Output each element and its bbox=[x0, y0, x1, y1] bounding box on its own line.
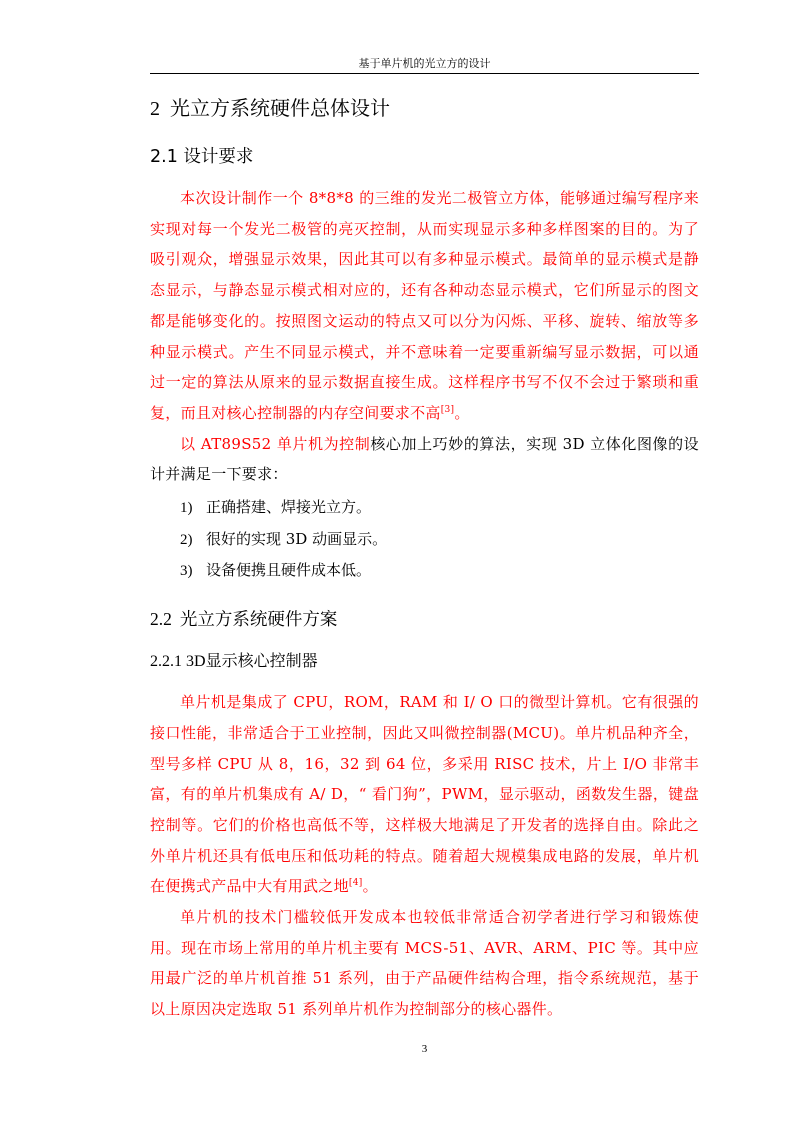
paragraph-red-part: 以 AT89S52 单片机为控制 bbox=[180, 434, 371, 453]
paragraph-requirements bbox=[150, 429, 699, 490]
section-title: 光立方系统硬件方案 bbox=[179, 610, 338, 631]
chapter-title: 光立方系统硬件总体设计 bbox=[170, 96, 390, 120]
section-number: 2.2 bbox=[150, 609, 172, 630]
paragraph-text: 本次设计制作一个 8*8*8 的三维的发光二极管立方体，能够通过编写程序来实现对每一个发光二极管的亮灭控制，从而实现显示多种多样图案的目的。为了吸引观众，增强显示效果，因此其可以有多种显示模式。最简单的显示模式是静态显示，与静态显示模式相对应的，还有各种动态显示模式，它们所显示的图文都是能够变化的。按照图文运动的特点又可以分为闪烁、平移、旋转、缩放等多种显示模式。产生不同显示模式，并不意味着一定要重新编写显示数据，可以通过一定的算法从原来的显示数据直接生成。这样程序书写不仅不会过于繁琐和重复，而且对核心控制器的内存空间要求不高 bbox=[150, 189, 699, 422]
running-header: 基于单片机的光立方的设计 bbox=[358, 57, 491, 70]
paragraph-end: 。 bbox=[454, 403, 470, 422]
section-heading-2-2 bbox=[150, 605, 699, 634]
list-item-number: 3) bbox=[180, 563, 193, 580]
list-item-text: 正确搭建、焊接光立方。 bbox=[206, 498, 372, 517]
list-item bbox=[150, 555, 699, 587]
citation-ref: [4] bbox=[348, 878, 363, 889]
chapter-number: 2 bbox=[150, 98, 160, 120]
section-heading-2-1: 2.1 设计要求 bbox=[150, 147, 254, 167]
chapter-heading bbox=[150, 92, 699, 125]
paragraph-design-intro bbox=[150, 183, 699, 429]
list-item bbox=[150, 524, 699, 556]
subsection-title: 显示核心控制器 bbox=[205, 651, 318, 671]
paragraph-black-part: 核心加上巧妙的算法，实现 3D 立体化图像的设计并满足一下要求： bbox=[150, 434, 699, 484]
citation-ref: [3] bbox=[440, 404, 455, 415]
paragraph-mcu-selection: 单片机的技术门槛较低开发成本也较低非常适合初学者进行学习和锻炼使用。现在市场上常用的单片机主要有 MCS-51、AVR、ARM、PIC 等。其中应用最广泛的单片机首推 51 系列，由于产品硬件结构合理，指令系统规范，基于以上原因决定选取 51 系列单片机作为控制部分的核心器件。 bbox=[150, 908, 699, 1019]
page-body bbox=[150, 92, 699, 1025]
page-number: 3 bbox=[421, 1043, 428, 1055]
subsection-heading-2-2-1 bbox=[150, 648, 699, 675]
list-item bbox=[150, 492, 699, 524]
paragraph-end: 。 bbox=[362, 877, 378, 896]
paragraph-text: 单片机是集成了 CPU，ROM，RAM 和 I/ O 口的微型计算机。它有很强的接口性能，非常适合于工业控制，因此又叫微控制器(MCU)。单片机品种齐全，型号多样 CPU 从 8，16，32 到 64 位，多采用 RISC 技术，片上 I/O 非常丰富，有的单片机集成有 A/ D，“ 看门狗”，PWM，显示驱动，函数发生器，键盘控制等。它们的价格也高低不等，这样极大地满足了开发者的选择自由。除此之外单片机还具有低电压和低功耗的特点。随着超大规模集成电路的发展，单片机在便携式产品中大有用武之地 bbox=[150, 693, 699, 896]
paragraph-mcu-overview bbox=[150, 687, 699, 902]
header-rule bbox=[150, 73, 699, 74]
subsection-number: 2.2.1 3D bbox=[150, 653, 206, 671]
requirements-list bbox=[150, 492, 699, 587]
list-item-number: 2) bbox=[180, 531, 193, 548]
list-item-text: 设备便携且硬件成本低。 bbox=[206, 561, 372, 580]
list-item-number: 1) bbox=[180, 500, 193, 517]
list-item-text: 很好的实现 3D 动画显示。 bbox=[206, 529, 388, 548]
